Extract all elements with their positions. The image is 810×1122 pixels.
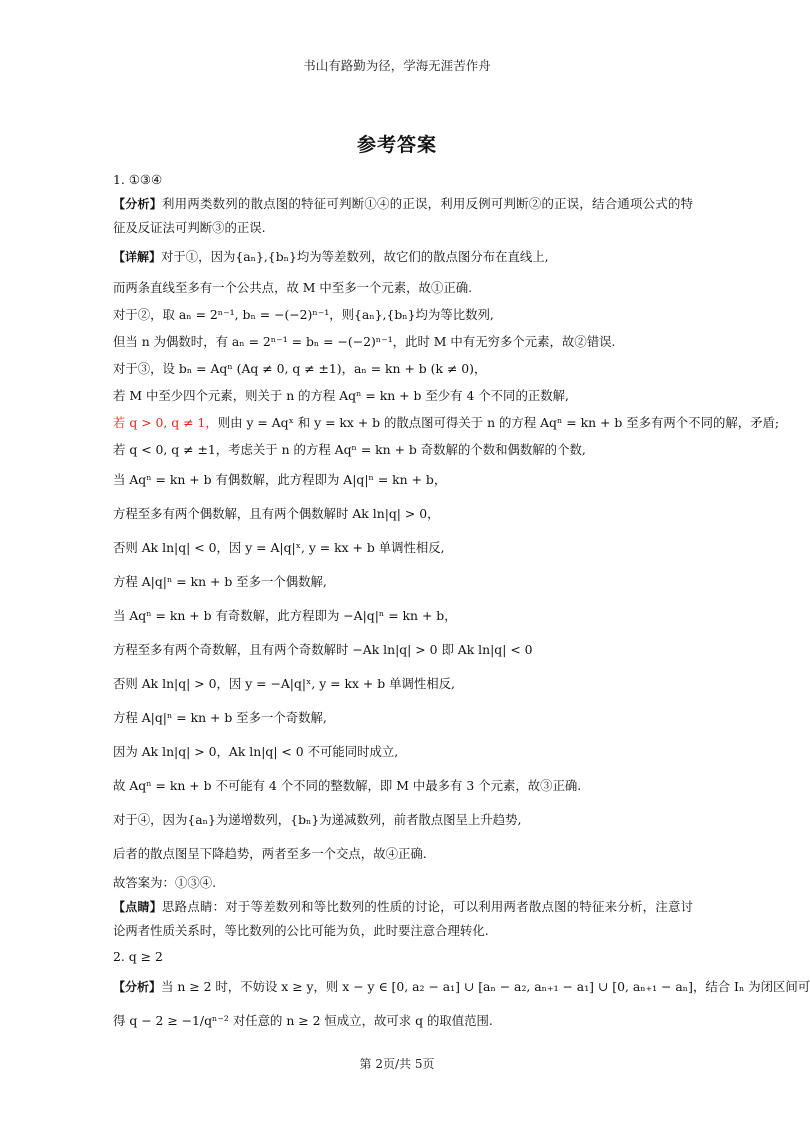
detail-line: 方程至多有两个偶数解，且有两个偶数解时 Ak ln|q| > 0，	[113, 506, 440, 521]
detail-text: 则由 y = Aqˣ 和 y = kx + b 的散点图可得关于 n 的方程 Aqⁿ = kn + b 至多有两个不同的解，矛盾;	[217, 415, 780, 430]
page-footer: 第 2页/共 5页	[359, 1057, 435, 1071]
detail-line: 方程 A|q|ⁿ = kn + b 至多一个偶数解,	[113, 574, 327, 589]
comment-tag: 【点睛】	[113, 900, 163, 914]
detail-line: 方程 A|q|ⁿ = kn + b 至多一个奇数解,	[113, 710, 327, 725]
q1-detail	[113, 240, 693, 274]
detail-line: 若 M 中至少四个元素，则关于 n 的方程 Aqⁿ = kn + b 至少有 4 个不同的正数解,	[113, 388, 569, 403]
q1-comment	[113, 895, 693, 943]
q1-answer: 1. ①③④	[113, 172, 163, 187]
q2-analysis-cont: 得 q − 2 ≥ −1/qⁿ⁻² 对任意的 n ≥ 2 恒成立，故可求 q 的取值范围.	[113, 1013, 493, 1028]
detail-line: 对于④，因为{aₙ}为递增数列，{bₙ}为递减数列，前者散点图呈上升趋势,	[113, 812, 522, 827]
q1-final-answer: 故答案为：①③④.	[113, 875, 217, 890]
detail-line: 因为 Ak ln|q| > 0，Ak ln|q| < 0 不可能同时成立,	[113, 744, 399, 759]
detail-line: 而两条直线至多有一个公共点，故 M 中至多一个元素，故①正确.	[113, 280, 473, 295]
comment-text: 思路点睛：对于等差数列和等比数列的性质的讨论，可以利用两者散点图的特征来分析，注意讨论两者性质关系时，等比数列的公比可能为负，此时要注意合理转化.	[113, 899, 693, 938]
analysis-tag: 【分析】	[113, 197, 163, 211]
highlight-text: 若 q > 0, q ≠ 1，	[113, 415, 218, 430]
detail-line: 对于①，因为{aₙ},{bₙ}均为等差数列，故它们的散点图分布在直线上,	[161, 249, 549, 264]
detail-line: 否则 Ak ln|q| > 0，因 y = −A|q|ˣ, y = kx + b 单调性相反,	[113, 676, 455, 691]
detail-line: 当 Aqⁿ = kn + b 有奇数解，此方程即为 −A|q|ⁿ = kn + b，	[113, 608, 457, 623]
q2-analysis	[113, 970, 810, 1004]
answer-content	[113, 168, 810, 1038]
detail-line: 对于②，取 aₙ = 2ⁿ⁻¹, bₙ = −(−2)ⁿ⁻¹，则{aₙ},{bₙ}均为等比数列,	[113, 307, 494, 322]
analysis-text: 利用两类数列的散点图的特征可判断①④的正误，利用反例可判断②的正误，结合通项公式的特征及反证法可判断③的正误.	[113, 196, 693, 235]
detail-line: 对于③，设 bₙ = Aqⁿ (Aq ≠ 0, q ≠ ±1)，aₙ = kn + b (k ≠ 0)，	[113, 361, 487, 376]
q1-analysis	[113, 192, 693, 240]
q2-answer: 2. q ≥ 2	[113, 949, 163, 964]
detail-line: 否则 Ak ln|q| < 0，因 y = A|q|ˣ, y = kx + b 单调性相反,	[113, 540, 445, 555]
detail-line: 故 Aqⁿ = kn + b 不可能有 4 个不同的整数解，即 M 中最多有 3 个元素，故③正确.	[113, 778, 582, 793]
page-title: 参考答案	[356, 134, 437, 156]
detail-line: 当 Aqⁿ = kn + b 有偶数解，此方程即为 A|q|ⁿ = kn + b，	[113, 472, 447, 487]
detail-line-highlight	[113, 409, 780, 436]
detail-line: 若 q < 0, q ≠ ±1，考虑关于 n 的方程 Aqⁿ = kn + b 奇数解的个数和偶数解的个数,	[113, 442, 586, 457]
detail-line: 后者的散点图呈下降趋势，两者至多一个交点，故④正确.	[113, 846, 427, 861]
detail-tag: 【详解】	[113, 250, 162, 264]
detail-line: 方程至多有两个奇数解，且有两个奇数解时 −Ak ln|q| > 0 即 Ak ln|q| < 0	[113, 642, 533, 657]
analysis-text: 当 n ≥ 2 时，不妨设 x ≥ y，则 x − y ∈ [0, a₂ − a₁] ∪ [aₙ − a₂, aₙ₊₁ − a₁] ∪ [0, aₙ₊₁ − aₙ]，结合 Iₙ 为闭区间可	[161, 979, 810, 994]
analysis-tag: 【分析】	[113, 980, 162, 994]
page-header: 书山有路勤为径，学海无涯苦作舟	[303, 58, 491, 73]
detail-line: 但当 n 为偶数时，有 aₙ = 2ⁿ⁻¹ = bₙ = −(−2)ⁿ⁻¹，此时 M 中有无穷多个元素，故②错误.	[113, 334, 616, 349]
